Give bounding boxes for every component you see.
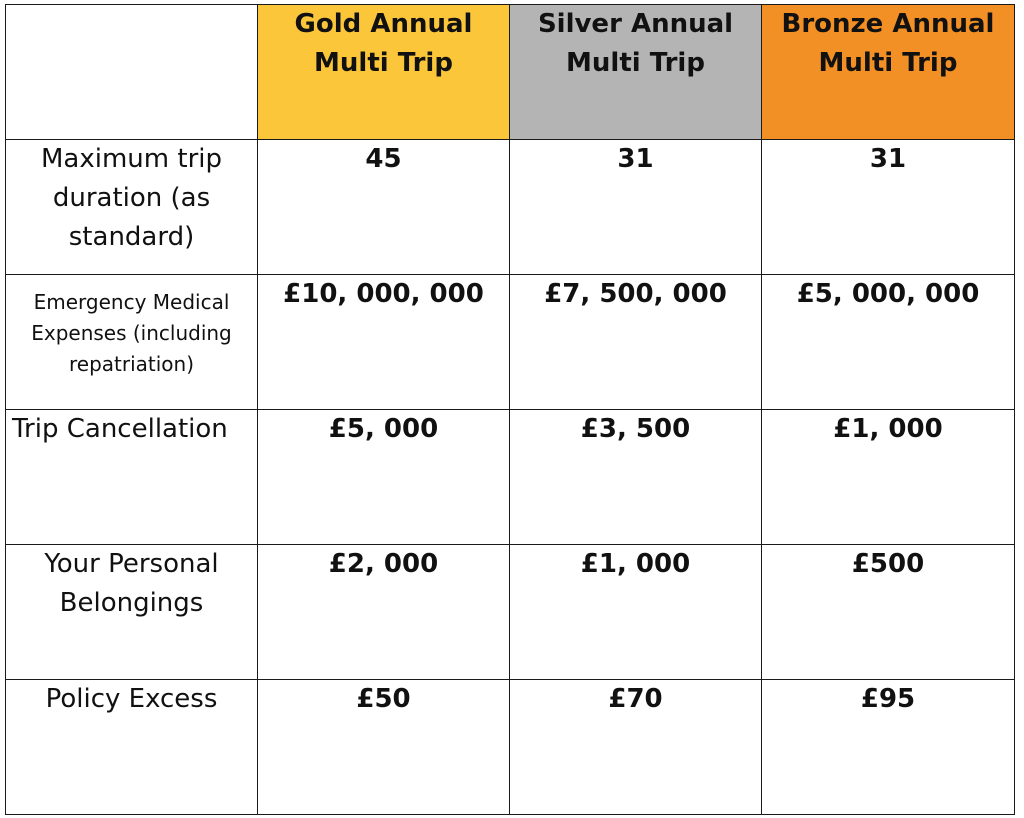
row-label-line: Your Personal xyxy=(44,549,219,579)
value-gold-policy-excess: £50 xyxy=(258,680,510,815)
value-gold-max-trip-duration: 45 xyxy=(258,140,510,275)
value-silver-max-trip-duration: 31 xyxy=(510,140,762,275)
value-bronze-policy-excess: £95 xyxy=(762,680,1015,815)
row-label-line: Policy Excess xyxy=(45,684,218,714)
value-gold-emergency-medical: £10, 000, 000 xyxy=(258,275,510,410)
plan-comparison-table xyxy=(5,4,1015,815)
row-label-trip-cancellation xyxy=(6,410,258,545)
value-silver-emergency-medical: £7, 500, 000 xyxy=(510,275,762,410)
value-gold-trip-cancellation: £5, 000 xyxy=(258,410,510,545)
plan-header-silver xyxy=(510,5,762,140)
value-silver-personal-belongings: £1, 000 xyxy=(510,545,762,680)
plan-header-bronze-line1: Bronze Annual xyxy=(781,9,995,39)
plan-header-bronze-line2: Multi Trip xyxy=(818,48,958,78)
row-label-line: Trip Cancellation xyxy=(12,414,228,444)
header-corner-cell xyxy=(6,5,258,140)
row-max-trip-duration xyxy=(6,140,1015,275)
value-silver-policy-excess: £70 xyxy=(510,680,762,815)
row-label-line: repatriation) xyxy=(68,352,195,376)
row-label-line: Belongings xyxy=(59,588,204,618)
row-label-max-trip-duration xyxy=(6,140,258,275)
row-label-line: Emergency Medical xyxy=(33,290,230,314)
plan-header-gold-line1: Gold Annual xyxy=(294,9,473,39)
value-bronze-emergency-medical: £5, 000, 000 xyxy=(762,275,1015,410)
value-bronze-max-trip-duration: 31 xyxy=(762,140,1015,275)
row-label-line: Expenses (including xyxy=(31,321,232,345)
plan-header-silver-line1: Silver Annual xyxy=(537,9,734,39)
row-label-personal-belongings xyxy=(6,545,258,680)
plan-header-gold xyxy=(258,5,510,140)
row-label-line: duration (as xyxy=(52,183,211,213)
plan-header-bronze xyxy=(762,5,1015,140)
row-label-line: Maximum trip xyxy=(41,144,222,174)
row-trip-cancellation xyxy=(6,410,1015,545)
row-personal-belongings xyxy=(6,545,1015,680)
header-row xyxy=(6,5,1015,140)
row-emergency-medical xyxy=(6,275,1015,410)
value-gold-personal-belongings: £2, 000 xyxy=(258,545,510,680)
row-label-policy-excess xyxy=(6,680,258,815)
row-label-line: standard) xyxy=(68,222,195,252)
value-bronze-personal-belongings: £500 xyxy=(762,545,1015,680)
plan-header-silver-line2: Multi Trip xyxy=(566,48,705,78)
plan-header-gold-line2: Multi Trip xyxy=(314,48,453,78)
row-policy-excess xyxy=(6,680,1015,815)
value-bronze-trip-cancellation: £1, 000 xyxy=(762,410,1015,545)
value-silver-trip-cancellation: £3, 500 xyxy=(510,410,762,545)
row-label-emergency-medical xyxy=(6,275,258,410)
